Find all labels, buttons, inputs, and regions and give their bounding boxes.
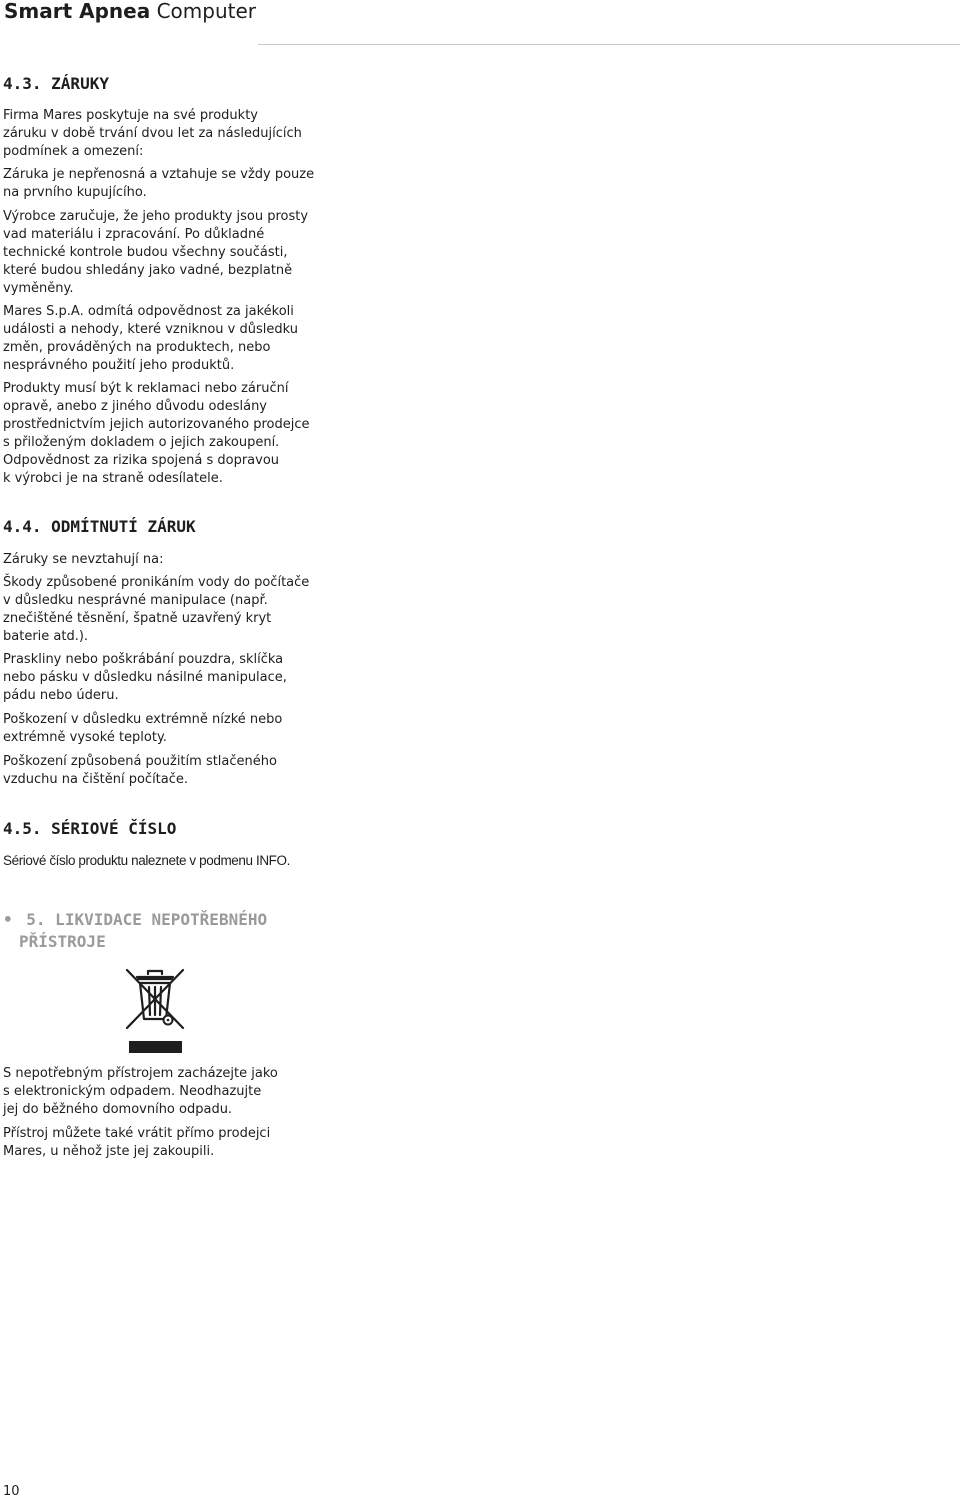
s5-p1: [3, 1065, 323, 1119]
text-line: Poškození v důsledku extrémně nízké nebo: [3, 712, 283, 727]
crossed-out-wheelie-bin-icon: [124, 965, 186, 1055]
bullet: •: [3, 910, 13, 929]
text-line: které budou shledány jako vadné, bezplatně: [3, 263, 293, 278]
section-4-5: [3, 818, 323, 839]
page-number: 10: [3, 1484, 20, 1499]
text-line: vad materiálu i zpracování. Po důkladné: [3, 227, 265, 242]
text-line: opravě, anebo z jiného důvodu odeslány: [3, 399, 268, 414]
text-line: vzduchu na čištění počítače.: [3, 772, 189, 787]
s43-p4: [3, 303, 323, 375]
text-line: změn, prováděných na produktech, nebo: [3, 340, 271, 355]
text-line: pádu nebo úderu.: [3, 688, 119, 703]
s44-p3: [3, 651, 323, 705]
s43-p3: [3, 208, 323, 298]
section-5-heading-line2: PŘÍSTROJE: [19, 932, 106, 951]
text-line: Praskliny nebo poškrábání pouzdra, sklíčka: [3, 652, 284, 667]
text-line: Poškození způsobená použitím stlačeného: [3, 754, 277, 769]
text-line: Mares S.p.A. odmítá odpovědnost za jakékoli: [3, 304, 294, 319]
text-line: k výrobci je na straně odesílatele.: [3, 471, 223, 486]
text-line: Mares, u něhož jste jej zakoupili.: [3, 1144, 215, 1159]
text-line: znečištěné těsnění, špatně uzavřený kryt: [3, 611, 272, 626]
text-line: Škody způsobené pronikáním vody do počítače: [3, 575, 310, 590]
text-line: nebo pásku v důsledku násilné manipulace,: [3, 670, 287, 685]
text-line: baterie atd.).: [3, 629, 89, 644]
text-line: Firma Mares poskytuje na své produkty: [3, 108, 258, 123]
s44-p4: [3, 711, 323, 747]
text-line: prostřednictvím jejich autorizovaného prodejce: [3, 417, 310, 432]
s44-p5: [3, 753, 323, 789]
text-line: Záruka je nepřenosná a vztahuje se vždy pouze: [3, 167, 315, 182]
s43-p5: [3, 380, 323, 488]
text-line: s elektronickým odpadem. Neodhazujte: [3, 1084, 262, 1099]
document-header: [4, 0, 256, 26]
text-line: Přístroj můžete také vrátit přímo prodejci: [3, 1126, 271, 1141]
section-4-3-heading: 4.3. ZÁRUKY: [3, 74, 109, 93]
text-line: podmínek a omezení:: [3, 144, 144, 159]
text-line: s přiloženým dokladem o jejich zakoupení.: [3, 435, 280, 450]
text-line: S nepotřebným přístrojem zacházejte jako: [3, 1066, 278, 1081]
s44-p2: [3, 574, 323, 646]
header-rule: [258, 44, 960, 45]
text-line: události a nehody, které vzniknou v důsledku: [3, 322, 298, 337]
section-5-heading: [3, 909, 333, 930]
text-line: Výrobce zaručuje, že jeho produkty jsou prosty: [3, 209, 309, 224]
section-4-3: [3, 73, 323, 94]
text-line: v důsledku nesprávné manipulace (např.: [3, 593, 268, 608]
text-line: Produkty musí být k reklamaci nebo záruční: [3, 381, 289, 396]
s45-p1: [3, 852, 323, 870]
header-title-light: Computer: [156, 0, 257, 23]
text-line: Záruky se nevztahují na:: [3, 552, 164, 567]
text-line: jej do běžného domovního odpadu.: [3, 1102, 233, 1117]
header-title-bold: Smart Apnea: [4, 0, 151, 23]
section-5-heading-line1: 5. LIKVIDACE NEPOTŘEBNÉHO: [26, 910, 268, 929]
text-line: nesprávného použití jeho produktů.: [3, 358, 235, 373]
text-line: technické kontrole budou všechny součásti,: [3, 245, 288, 260]
s43-p2: [3, 166, 323, 202]
section-4-5-heading: 4.5. SÉRIOVÉ ČÍSLO: [3, 819, 177, 838]
text-line: na prvního kupujícího.: [3, 185, 147, 200]
text-line: záruku v době trvání dvou let za následujících: [3, 126, 302, 141]
s44-p1: [3, 551, 323, 569]
text-line: Sériové číslo produktu naleznete v podmenu INFO.: [3, 853, 290, 868]
text-line: vyměněny.: [3, 281, 74, 296]
section-5: [3, 909, 333, 952]
s5-p2: [3, 1125, 323, 1161]
section-4-4-heading: 4.4. ODMÍTNUTÍ ZÁRUK: [3, 517, 196, 536]
text-line: Odpovědnost za rizika spojená s dopravou: [3, 453, 280, 468]
section-4-4: [3, 516, 323, 537]
text-line: extrémně vysoké teploty.: [3, 730, 167, 745]
s43-p1: [3, 107, 323, 161]
